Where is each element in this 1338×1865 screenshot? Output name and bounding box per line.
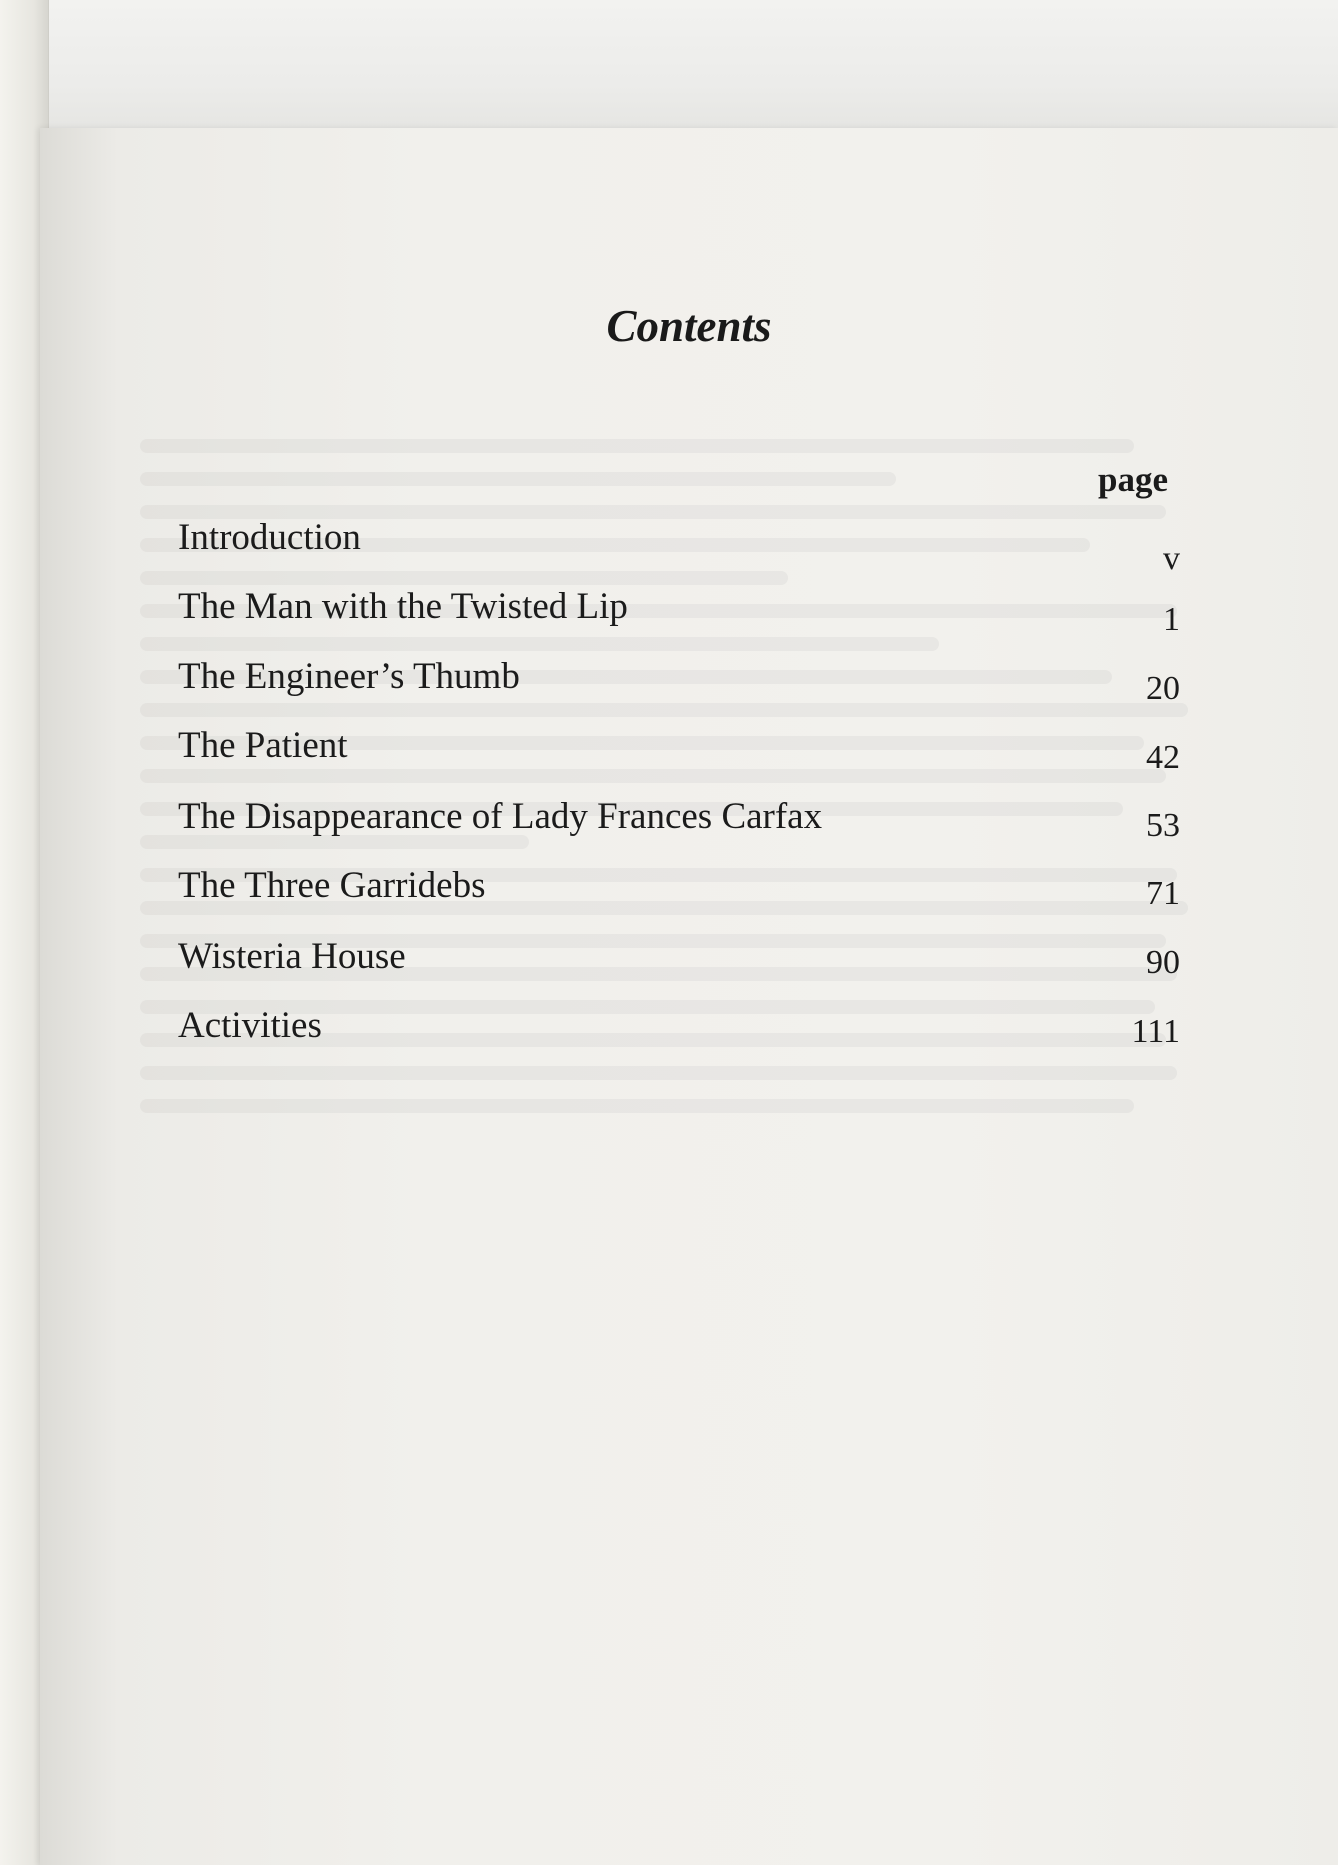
- toc-entry-title[interactable]: The Three Garridebs: [178, 865, 486, 906]
- toc-entry-page: 111: [1131, 1013, 1180, 1050]
- contents-heading: Contents: [606, 301, 772, 351]
- toc-entry-page: 90: [1146, 944, 1180, 981]
- toc-entry-page: 20: [1146, 670, 1180, 707]
- toc-entry-title[interactable]: The Patient: [178, 725, 348, 766]
- toc-entry-title[interactable]: The Engineer’s Thumb: [178, 656, 520, 697]
- toc-entry-page: 42: [1146, 739, 1180, 776]
- toc-entry-title[interactable]: Activities: [178, 1005, 322, 1046]
- toc-entry-title[interactable]: Introduction: [178, 517, 361, 558]
- toc-entry-title[interactable]: Wisteria House: [178, 936, 406, 977]
- toc-entry-page: v: [1163, 540, 1180, 577]
- toc-entry-page: 1: [1163, 601, 1180, 638]
- page-column-label: page: [1098, 460, 1168, 499]
- toc-entry-title[interactable]: The Disappearance of Lady Frances Carfax: [178, 796, 823, 837]
- toc-entry-page: 53: [1146, 807, 1180, 844]
- toc-entry-title[interactable]: The Man with the Twisted Lip: [178, 586, 628, 627]
- background-surface: [0, 0, 1338, 140]
- toc-entry-page: 71: [1146, 875, 1180, 912]
